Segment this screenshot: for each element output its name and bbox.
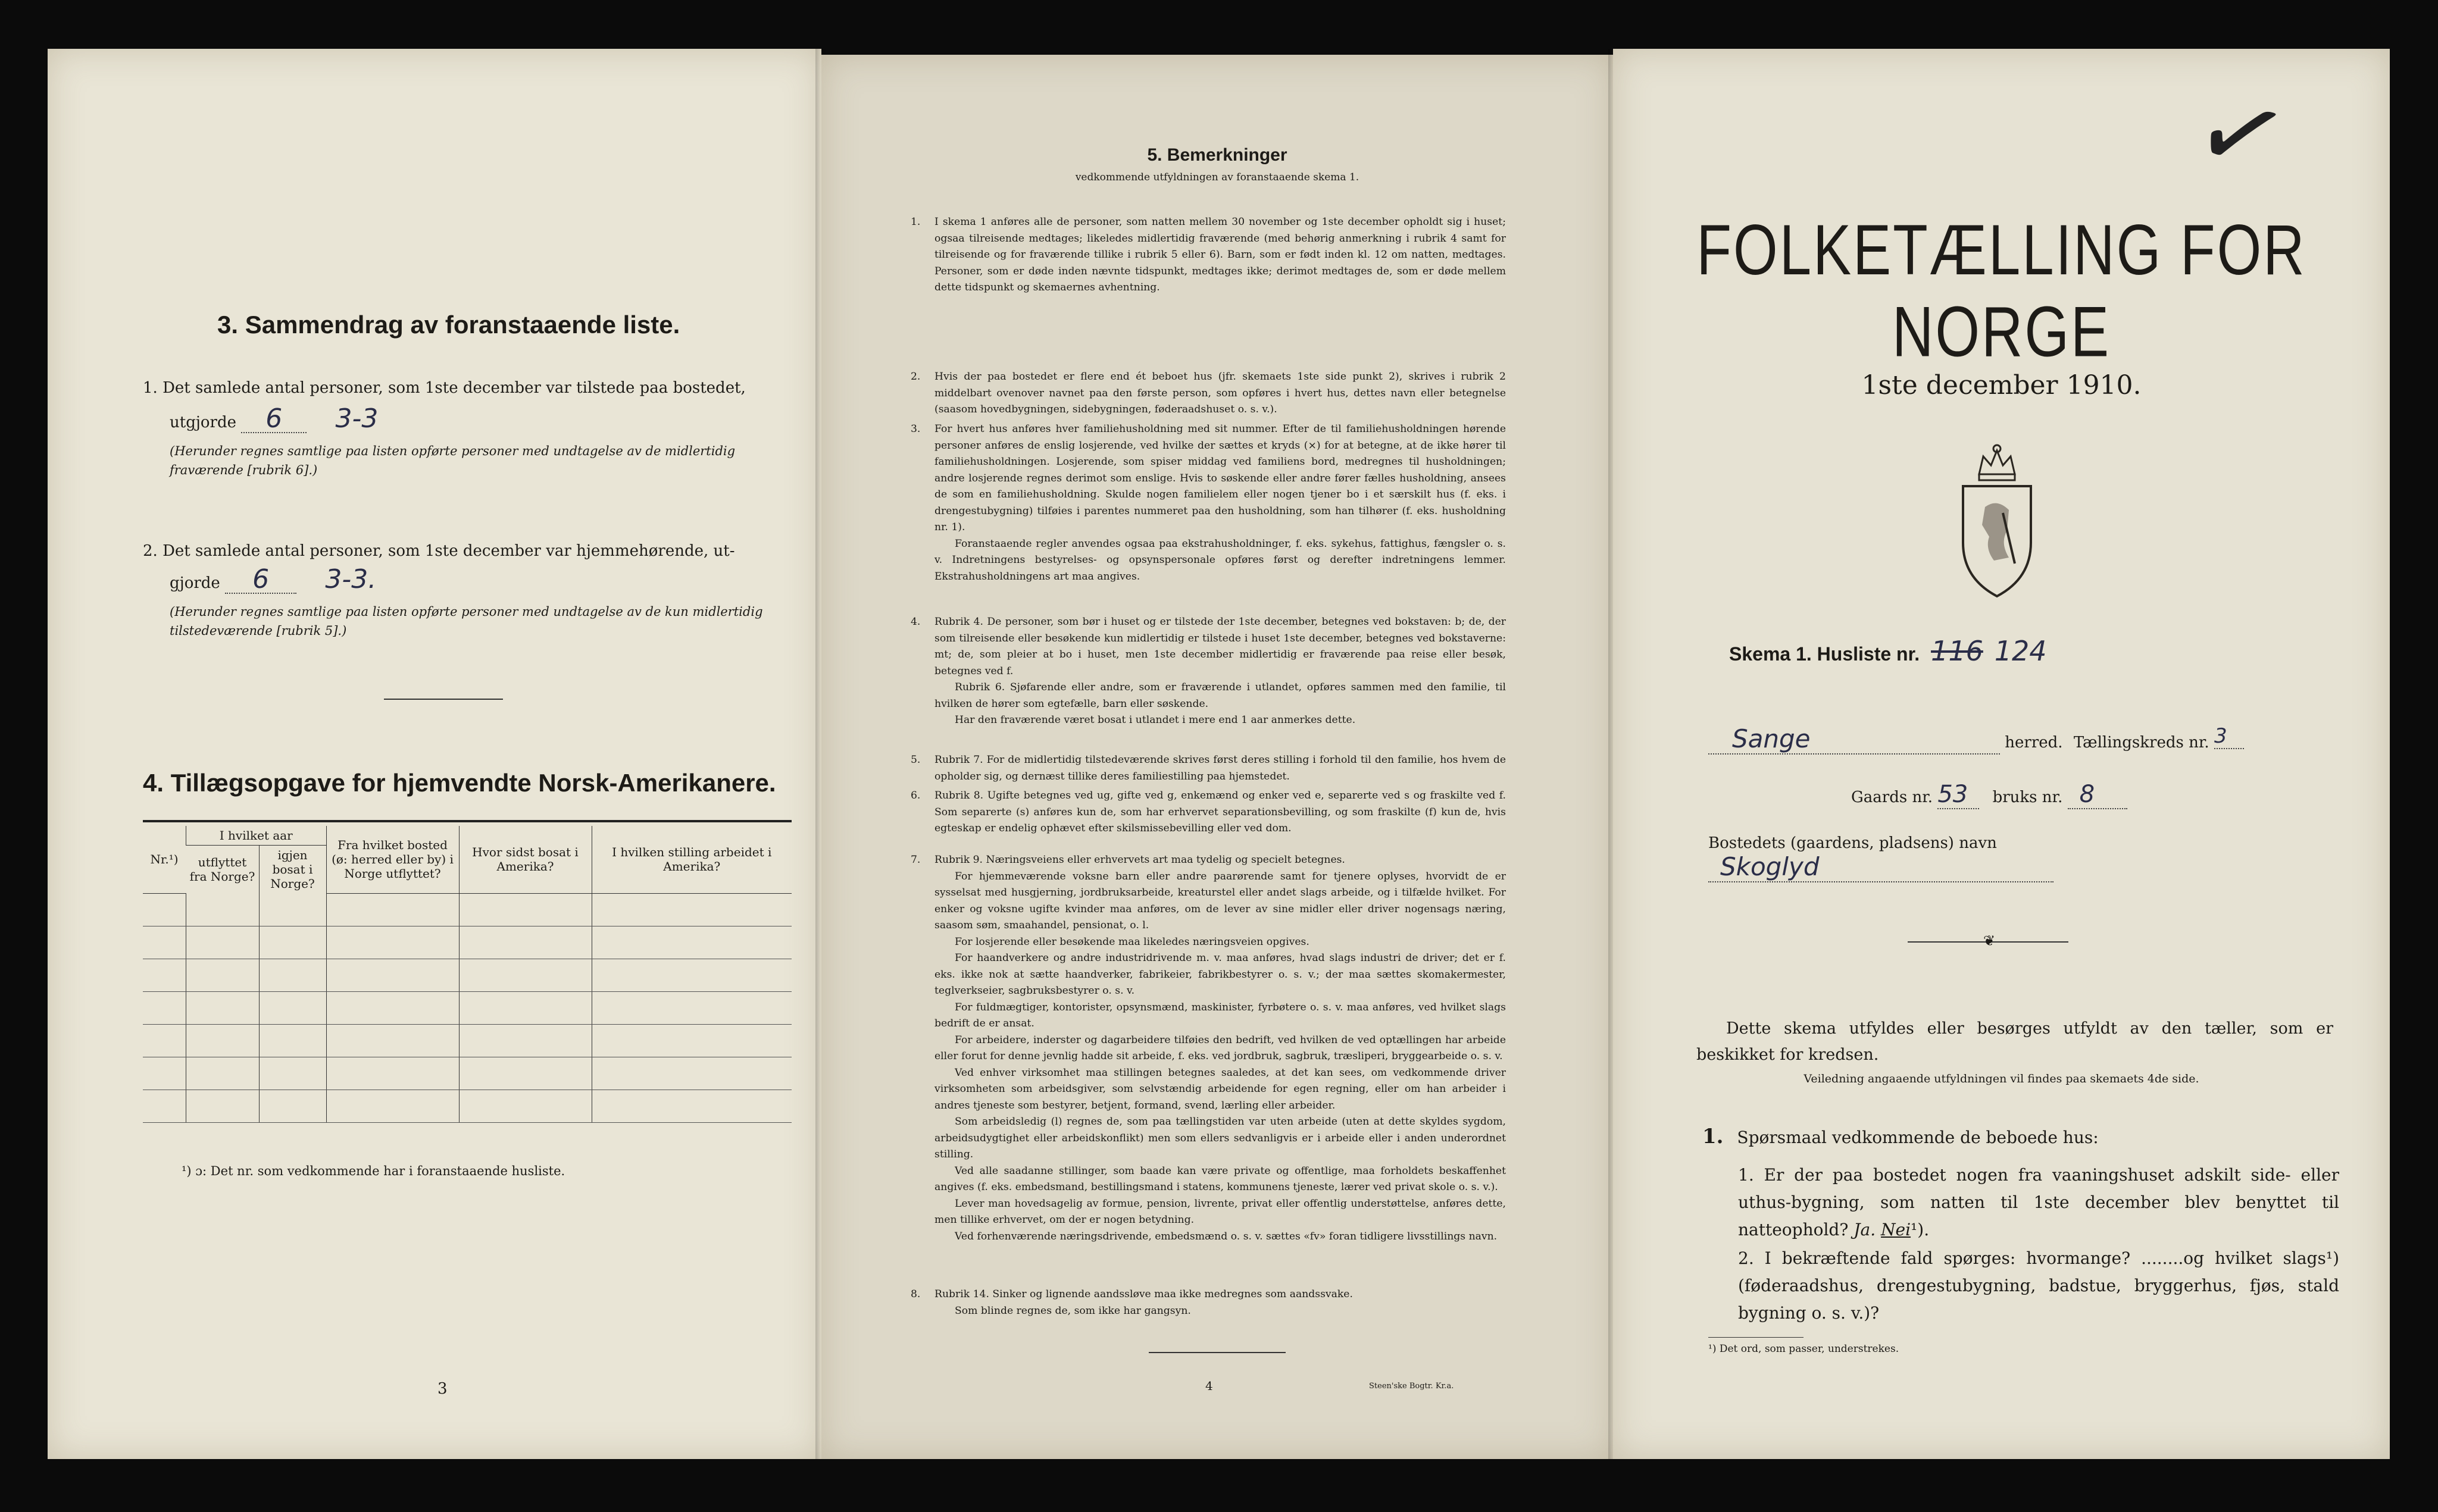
table-cell (143, 926, 186, 959)
remarks-subtitle: vedkommende utfyldningen av foranstaaende skema 1. (1075, 171, 1359, 183)
remark-item (911, 788, 1506, 837)
table-cell (592, 959, 792, 991)
table-cell (259, 1057, 326, 1090)
page-number-left: 3 (437, 1380, 448, 1398)
remark-paragraph: Ved alle saadanne stillinger, som baade kan være private og offentlige, maa forholdets beskaffenhet angives (f. eks. embedsmand, bestillingsmand i statens, kommunens tjeneste, lærer ved privat skole o. s. v.). (934, 1164, 1506, 1193)
page-middle (821, 55, 1613, 1459)
form-title: FOLKETÆLLING FOR NORGE (1696, 210, 2306, 372)
remark-number: 4. (911, 616, 921, 628)
table-cell (459, 1024, 592, 1057)
bruks-value: 8 (2068, 781, 2127, 809)
norsk-amerikanere-table (143, 826, 792, 1123)
remark-paragraph: For fuldmægtiger, kontorister, opsynsmænd, maskinister, fyrbøtere o. s. v. maa anføres, ved hvilket slags bedrift de er ansat. (934, 1001, 1506, 1029)
table-cell (186, 959, 260, 991)
skema-husliste-row (1729, 635, 2047, 667)
table-row (143, 959, 792, 991)
col-fra-bosted: Fra hvilket bosted (ø: herred eller by) i Norge utflyttet? (326, 826, 459, 893)
summary-item-1: 1. Det samlede antal personer, som 1ste december var tilstede paa bostedet, (143, 379, 746, 397)
gaards-value: 53 (1937, 781, 1979, 809)
form-date: 1ste december 1910. (1861, 370, 2142, 400)
page-number-middle: 4 (1205, 1379, 1213, 1393)
table-cell (592, 1090, 792, 1122)
page-right (1613, 49, 2390, 1459)
husliste-struck-value: 116 (1931, 635, 1983, 667)
table-cell (259, 893, 326, 926)
section-divider (384, 699, 503, 700)
table-cell (186, 991, 260, 1024)
remark-item (911, 614, 1506, 729)
remark-number: 2. (911, 371, 921, 383)
table-cell (186, 1090, 260, 1122)
remark-paragraph: Som blinde regnes de, som ikke har gangsyn. (955, 1304, 1191, 1317)
summary-item-2-utgjorde (170, 566, 376, 596)
remark-item (911, 369, 1506, 418)
remark-number: 1. (911, 216, 921, 228)
table-row (143, 926, 792, 959)
col-utflyttet: utflyttet fra Norge? (189, 855, 255, 884)
question-1-tail: ¹). (1911, 1220, 1930, 1239)
remark-paragraph: Lever man hovedsagelig av formue, pension, livrente, privat eller offentlig understøttelse, anføres dette, men tillike erhvervet, om der er nogen betydning. (934, 1197, 1506, 1226)
table-cell (143, 991, 186, 1024)
remarks-title: 5. Bemerkninger (1147, 145, 1287, 165)
remark-paragraph: Foranstaaende regler anvendes ogsaa paa ekstrahusholdninger, f. eks. sykehus, fattighus, fængsler o. s. v. Indretningens bestyrelses- og opsynspersonale opføres først og derefter indretningens lemmer. Ekstrahusholdningens art maa angives. (934, 537, 1506, 583)
remark-paragraph: Hvis der paa bostedet er flere end ét beboet hus (jfr. skemaets 1ste side punkt 2), skrives i rubrik 2 middelbart ovenover navnet paa den første person, som opføres i hvert hus, dettes navn eller betegnelse (saasom hovedbygningen, sidebygningen, føderaadshuset o. s. v.). (934, 371, 1506, 415)
table-cell (459, 1057, 592, 1090)
table-cell (592, 1024, 792, 1057)
veiledning-text: Veiledning angaaende utfyldningen vil findes paa skemaets 4de side. (1804, 1072, 2199, 1085)
remark-item (911, 421, 1506, 585)
footnote-rule (1708, 1337, 1804, 1338)
herred-label: herred. (2005, 734, 2063, 752)
remark-paragraph: For hjemmeværende voksne barn eller andre paarørende samt for tjenere oplyses, hvorvidt de er sysselsat med husgjerning, jordbruksarbeide, kreaturstel eller andet slags arbeide, og i tilfælde hvilket. For enker og voksne ugifte kvinder maa anføres, om de lever av sine midler eller driver nogensags næring, saasom søm, smaahandel, pensionat, o. l. (934, 870, 1506, 931)
table-cell (143, 1090, 186, 1122)
col-nr: Nr.¹) (143, 826, 186, 893)
answer-ja: Ja. (1853, 1220, 1876, 1239)
table-top-rule (143, 820, 792, 822)
printer-imprint: Steen'ske Bogtr. Kr.a. (1369, 1382, 1454, 1391)
answer-nei: Nei (1881, 1220, 1911, 1239)
herred-value: Sange (1708, 724, 2000, 755)
summary-item-1-note: (Herunder regnes samtlige paa listen opførte personer med undtagelse av de midlertidig fraværende [rubrik 6].) (170, 444, 736, 477)
question-1 (1738, 1162, 2339, 1244)
remark-item (911, 1286, 1506, 1319)
table-cell (326, 1057, 459, 1090)
page-left (48, 49, 821, 1459)
remark-paragraph: Ved enhver virksomhet maa stillingen betegnes saaledes, at det kan sees, om vedkommende driver virksomheten som arbeidsgiver, som selvstændig arbeidende for egen regning, eller om han arbeider i andres tjeneste som bestyrer, betjent, formand, svend, lærling eller arbeider. (934, 1066, 1506, 1112)
section-4-title: 4. Tillægsopgave for hjemvendte Norsk-Amerikanere. (143, 769, 776, 797)
table-cell (326, 1090, 459, 1122)
remark-paragraph: For hvert hus anføres hver familiehusholdning med sit nummer. Efter de til familiehusholdningen hørende personer anføres de enslig losjerende, ved hvilke der sættes et kryds (×) for at betegne, at de ikke hører til familiehusholdningen. Losjerende, som spiser middag ved familiens bord, medregnes til husholdningen; andre losjerende regnes derimot som enslige. Hvis to søskende eller andre fører fælles husholdning, ansees de som en familiehusholdning. Skulde nogen familielem eller nogen tjener bo i et særskilt hus (f. eks. i drengestubygning) tilføies i parentes nummeret paa den husholdning, som han tilhører (f. eks. husholdning nr. 1). (934, 423, 1506, 533)
table-cell (186, 893, 260, 926)
remark-number: 7. (911, 854, 921, 866)
table-cell (326, 893, 459, 926)
item2-breakdown: 3-3. (325, 564, 377, 594)
table-cell (592, 1057, 792, 1090)
coat-of-arms-icon (1952, 442, 2042, 602)
table-cell (459, 991, 592, 1024)
table-cell (259, 1024, 326, 1057)
right-footnote: ¹) Det ord, som passer, understrekes. (1708, 1343, 1899, 1355)
remark-paragraph: I skema 1 anføres alle de personer, som natten mellem 30 november og 1ste december opholdt sig i huset; ogsaa tilreisende medtages; likeledes midlertidig fraværende (med behørig anmerkning i rubrik 4 samt for tilreisende og for fraværende tillike i rubrik 5 eller 6). Barn, som er født inden kl. 12 om natten, medtages. Personer, som er døde inden nævnte tidspunkt, medtages ikke; derimot medtages de, som er døde mellem dette tidspunkt og skemaernes avhentning. (934, 216, 1506, 293)
remark-number: 5. (911, 754, 921, 766)
remark-paragraph: Rubrik 6. Sjøfarende eller andre, som er fraværende i utlandet, opføres sammen med den familie, til hvilken de hører som egtefælle, barn eller søskende. (934, 681, 1506, 710)
table-row (143, 1090, 792, 1122)
kreds-value: 3 (2214, 724, 2244, 749)
gaards-label: Gaards nr. (1851, 788, 1933, 806)
summary-item-1-utgjorde (170, 403, 379, 436)
col-hvilket-aar: I hvilket aar (186, 826, 327, 846)
table-cell (259, 1090, 326, 1122)
table-cell (326, 1024, 459, 1057)
table-cell (459, 959, 592, 991)
ornament-icon: ❦ (1983, 932, 1996, 949)
remark-paragraph: Ved forhenværende næringsdrivende, embedsmænd o. s. v. sættes «fv» foran tidligere livsstillings navn. (955, 1230, 1498, 1242)
table-cell (326, 959, 459, 991)
table-cell (259, 991, 326, 1024)
check-mark: ✓ (2179, 61, 2303, 208)
bruks-label: bruks nr. (1992, 788, 2063, 806)
table-cell (259, 926, 326, 959)
table-row (143, 893, 792, 926)
table-cell (326, 991, 459, 1024)
table-cell (186, 1057, 260, 1090)
question-2: 2. I bekræftende fald spørges: hvormange? ........og hvilket slags¹) (føderaadshus, drengestubygning, badstue, bryggerhus, fjøs, stald bygning o. s. v.)? (1738, 1248, 2339, 1323)
table-cell (186, 926, 260, 959)
kreds-label: Tællingskreds nr. (2073, 734, 2209, 752)
table-cell (143, 1057, 186, 1090)
remark-paragraph: Har den fraværende været bosat i utlandet i mere end 1 aar anmerkes dette. (955, 714, 1356, 726)
bosted-label: Bostedets (gaardens, pladsens) navn (1708, 834, 1997, 852)
remarks-end-rule (1149, 1352, 1286, 1353)
gjorde-label: gjorde (170, 574, 220, 592)
bosted-row (1708, 834, 2339, 882)
remark-paragraph: Rubrik 9. Næringsveiens eller erhvervets art maa tydelig og specielt betegnes. (934, 854, 1345, 866)
remark-number: 6. (911, 790, 921, 802)
gaards-bruks-row (1851, 781, 2127, 809)
item2-value: 6 (225, 566, 296, 594)
questions-heading (1702, 1123, 2099, 1151)
remark-paragraph: Rubrik 14. Sinker og lignende aandssløve maa ikke medregnes som aandssvake. (934, 1288, 1353, 1300)
table-cell (592, 893, 792, 926)
table-cell (143, 893, 186, 926)
table-cell (592, 991, 792, 1024)
col-hvor-sidst: Hvor sidst bosat i Amerika? (459, 826, 592, 893)
table-cell (592, 926, 792, 959)
item1-breakdown: 3-3 (335, 403, 379, 434)
remark-paragraph: For haandverkere og andre industridrivende m. v. maa anføres, hvad slags industri de driver; det er f. eks. ikke nok at sætte haandverker, fabrikeier, fabrikbestyrer o. s. v.; der maa sættes skomakermester, teglverkseier, sagbruksbestyrer o. s. v. (934, 952, 1506, 997)
summary-item-2: 2. Det samlede antal personer, som 1ste december var hjemmehørende, ut- (143, 542, 735, 560)
husliste-value: 124 (1994, 635, 2047, 667)
remark-item (911, 852, 1506, 1245)
remark-paragraph: Rubrik 8. Ugifte betegnes ved ug, gifte ved g, enkemænd og enker ved e, separerte ved s og fraskilte ved f. Som separerte (s) anføres kun de, som har erhvervet separationsbevilling, og som fraskilte (f) kun de, hvis egteskap er endelig ophævet efter skilsmissebevilling eller ved dom. (934, 790, 1506, 834)
table-row (143, 1057, 792, 1090)
table-cell (143, 959, 186, 991)
remark-number: 3. (911, 423, 921, 435)
skema-label: Skema 1. Husliste nr. (1729, 643, 1920, 665)
herred-row (1708, 724, 2339, 755)
remark-item (911, 752, 1506, 785)
table-footnote: ¹) ɔ: Det nr. som vedkommende har i foranstaaende husliste. (182, 1164, 565, 1178)
section-3-title: 3. Sammendrag av foranstaaende liste. (217, 311, 680, 339)
col-igjen: igjen bosat i Norge? (259, 846, 326, 894)
questions-heading-text: Spørsmaal vedkommende de beboede hus: (1737, 1128, 2099, 1147)
bosted-value: Skoglyd (1708, 852, 2053, 882)
table-cell (459, 893, 592, 926)
table-row (143, 1024, 792, 1057)
questions-heading-num: 1. (1702, 1125, 1724, 1148)
table-cell (326, 926, 459, 959)
table-cell (143, 1024, 186, 1057)
remark-paragraph: For arbeidere, inderster og dagarbeidere tilføies den bedrift, ved hvilken de ved optællingen har arbeide eller forut for denne jevnlig hadde sit arbeide, f. eks. ved jordbruk, sagbruk, træsliperi, bryggearbeide o. s. v. (934, 1034, 1506, 1062)
remark-item (911, 214, 1506, 296)
table-cell (186, 1024, 260, 1057)
utgjorde-label: utgjorde (170, 414, 237, 431)
remark-paragraph: Rubrik 4. De personer, som bør i huset og er tilstede der 1ste december, betegnes ved bokstaven: b; de, der som tilreisende eller besøkende kun midlertidig er tilstede i huset 1ste december, betegnes ved bokstaverne: mt; de, som pleier at bo i huset, men 1ste december midlertidig er fraværende paa reise eller besøk, betegnes ved f. (934, 616, 1506, 677)
table-cell (259, 959, 326, 991)
remark-paragraph: Rubrik 7. For de midlertidig tilstedeværende skrives først deres stilling i forhold til den familie, hos hvem de opholder sig, og dernæst tillike deres familiestilling paa hjemstedet. (934, 754, 1506, 782)
intro-text: Dette skema utfyldes eller besørges utfyldt av den tæller, som er beskikket for kredsen. (1696, 1019, 2333, 1064)
table-cell (459, 926, 592, 959)
table-cell (459, 1090, 592, 1122)
summary-item-2-note: (Herunder regnes samtlige paa listen opførte personer med undtagelse av de kun midlertidig tilstedeværende [rubrik 5].) (170, 605, 763, 638)
remark-paragraph: For losjerende eller besøkende maa likeledes næringsveien opgives. (955, 935, 1309, 948)
table-row (143, 991, 792, 1024)
item1-value: 6 (241, 406, 307, 433)
remark-number: 8. (911, 1288, 921, 1300)
question-1-text: 1. Er der paa bostedet nogen fra vaaningshuset adskilt side- eller uthus-bygning, som natten til 1ste december blev benyttet til natteophold? (1738, 1165, 2339, 1239)
remark-paragraph: Som arbeidsledig (l) regnes de, som paa tællingstiden var uten arbeide (uten at dette skyldes sygdom, arbeidsudygtighet eller arbeidskonflikt) men som ellers sedvanligvis er i arbeide eller i anden underordnet stilling. (934, 1116, 1506, 1160)
col-stilling: I hvilken stilling arbeidet i Amerika? (592, 826, 792, 893)
